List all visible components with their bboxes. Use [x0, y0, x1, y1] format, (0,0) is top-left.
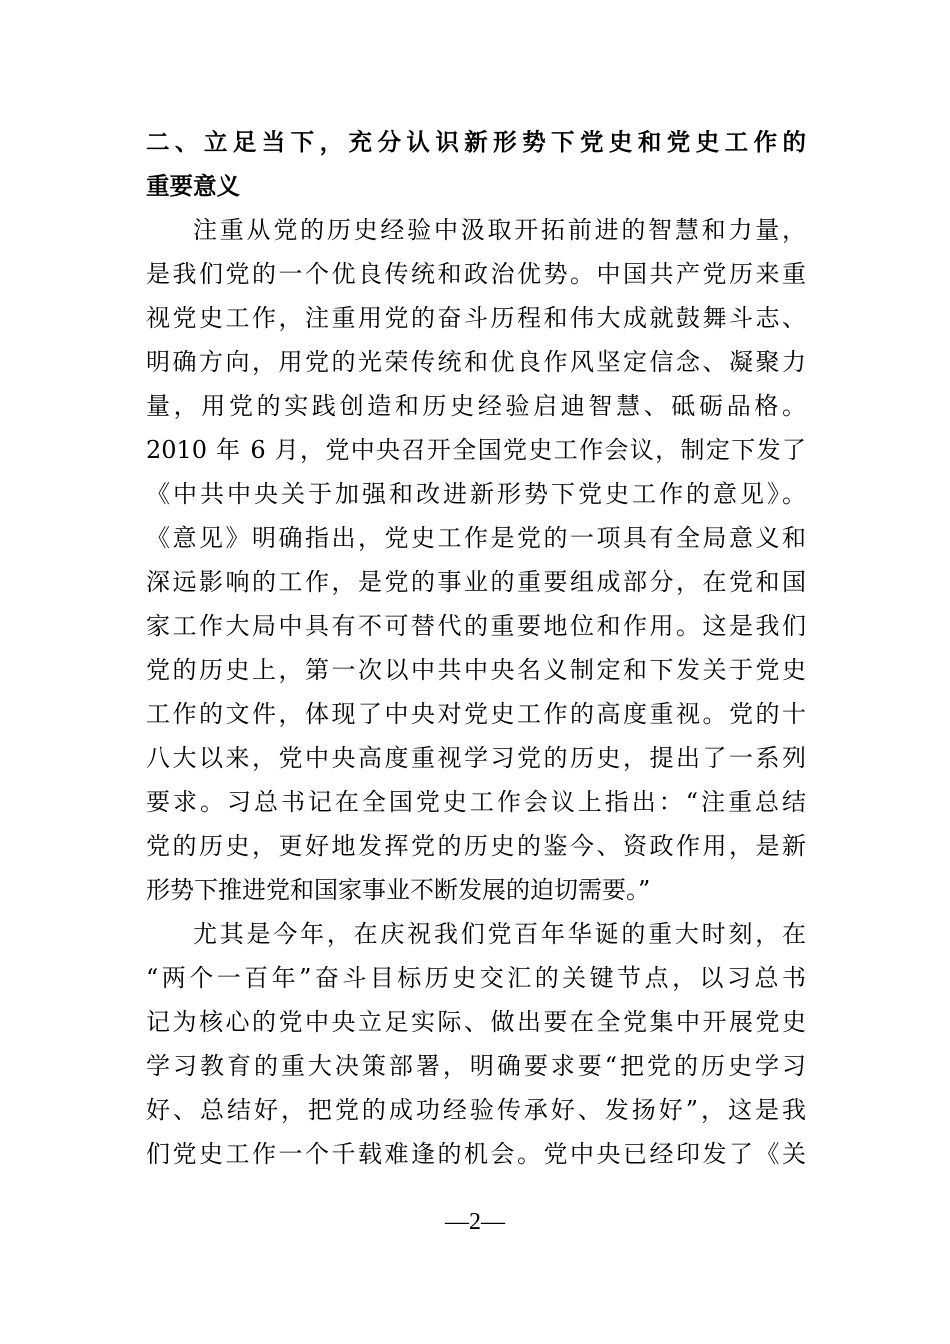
heading-line: 二、立足当下，充分认识新形势下党史和党史工作的: [146, 128, 806, 156]
section-heading: [146, 120, 806, 208]
paragraph-line: 2010 年 6 月，党中央召开全国党史工作会议，制定下发了: [146, 436, 806, 464]
paragraph-line: 要求。习总书记在全国党史工作会议上指出：“注重总结: [146, 788, 806, 816]
paragraph-line: 八大以来，党中央高度重视学习党的历史，提出了一系列: [146, 744, 806, 772]
paragraph-line: 是我们党的一个优良传统和政治优势。中国共产党历来重: [146, 260, 806, 288]
heading-line: 重要意义: [146, 172, 240, 200]
paragraph-line: 党的历史上，第一次以中共中央名义制定和下发关于党史: [146, 656, 806, 684]
paragraph-line: 学习教育的重大决策部署，明确要求要“把党的历史学习: [146, 1052, 806, 1080]
paragraph-line: 量，用党的实践创造和历史经验启迪智慧、砥砺品格。: [146, 392, 806, 420]
paragraph-line: 好、总结好，把党的成功经验传承好、发扬好”，这是我: [146, 1096, 806, 1124]
paragraph-line: 们党史工作一个千载难逢的机会。党中央已经印发了《关: [146, 1140, 806, 1168]
paragraph-line: 形势下推进党和国家事业不断发展的迫切需要。”: [146, 876, 651, 904]
paragraph-line: 尤其是今年，在庆祝我们党百年华诞的重大时刻，在: [193, 920, 806, 948]
document-body: [146, 120, 806, 1176]
page-number: —2—: [445, 1209, 505, 1235]
paragraph-line: 《中共中央关于加强和改进新形势下党史工作的意见》。: [146, 480, 806, 508]
paragraph-line: 党的历史，更好地发挥党的历史的鉴今、资政作用，是新: [146, 832, 806, 860]
paragraph-1: [146, 208, 806, 912]
paragraph-line: 记为核心的党中央立足实际、做出要在全党集中开展党史: [146, 1008, 806, 1036]
paragraph-line: 注重从党的历史经验中汲取开拓前进的智慧和力量，: [193, 216, 806, 244]
paragraph-line: 视党史工作，注重用党的奋斗历程和伟大成就鼓舞斗志、: [146, 304, 806, 332]
paragraph-2: [146, 912, 806, 1176]
paragraph-line: 《意见》明确指出，党史工作是党的一项具有全局意义和: [146, 524, 806, 552]
paragraph-line: 深远影响的工作，是党的事业的重要组成部分，在党和国: [146, 568, 806, 596]
paragraph-line: 工作的文件，体现了中央对党史工作的高度重视。党的十: [146, 700, 806, 728]
paragraph-line: “两个一百年”奋斗目标历史交汇的关键节点，以习总书: [146, 964, 806, 992]
paragraph-line: 明确方向，用党的光荣传统和优良作风坚定信念、凝聚力: [146, 348, 806, 376]
paragraph-line: 家工作大局中具有不可替代的重要地位和作用。这是我们: [146, 612, 806, 640]
